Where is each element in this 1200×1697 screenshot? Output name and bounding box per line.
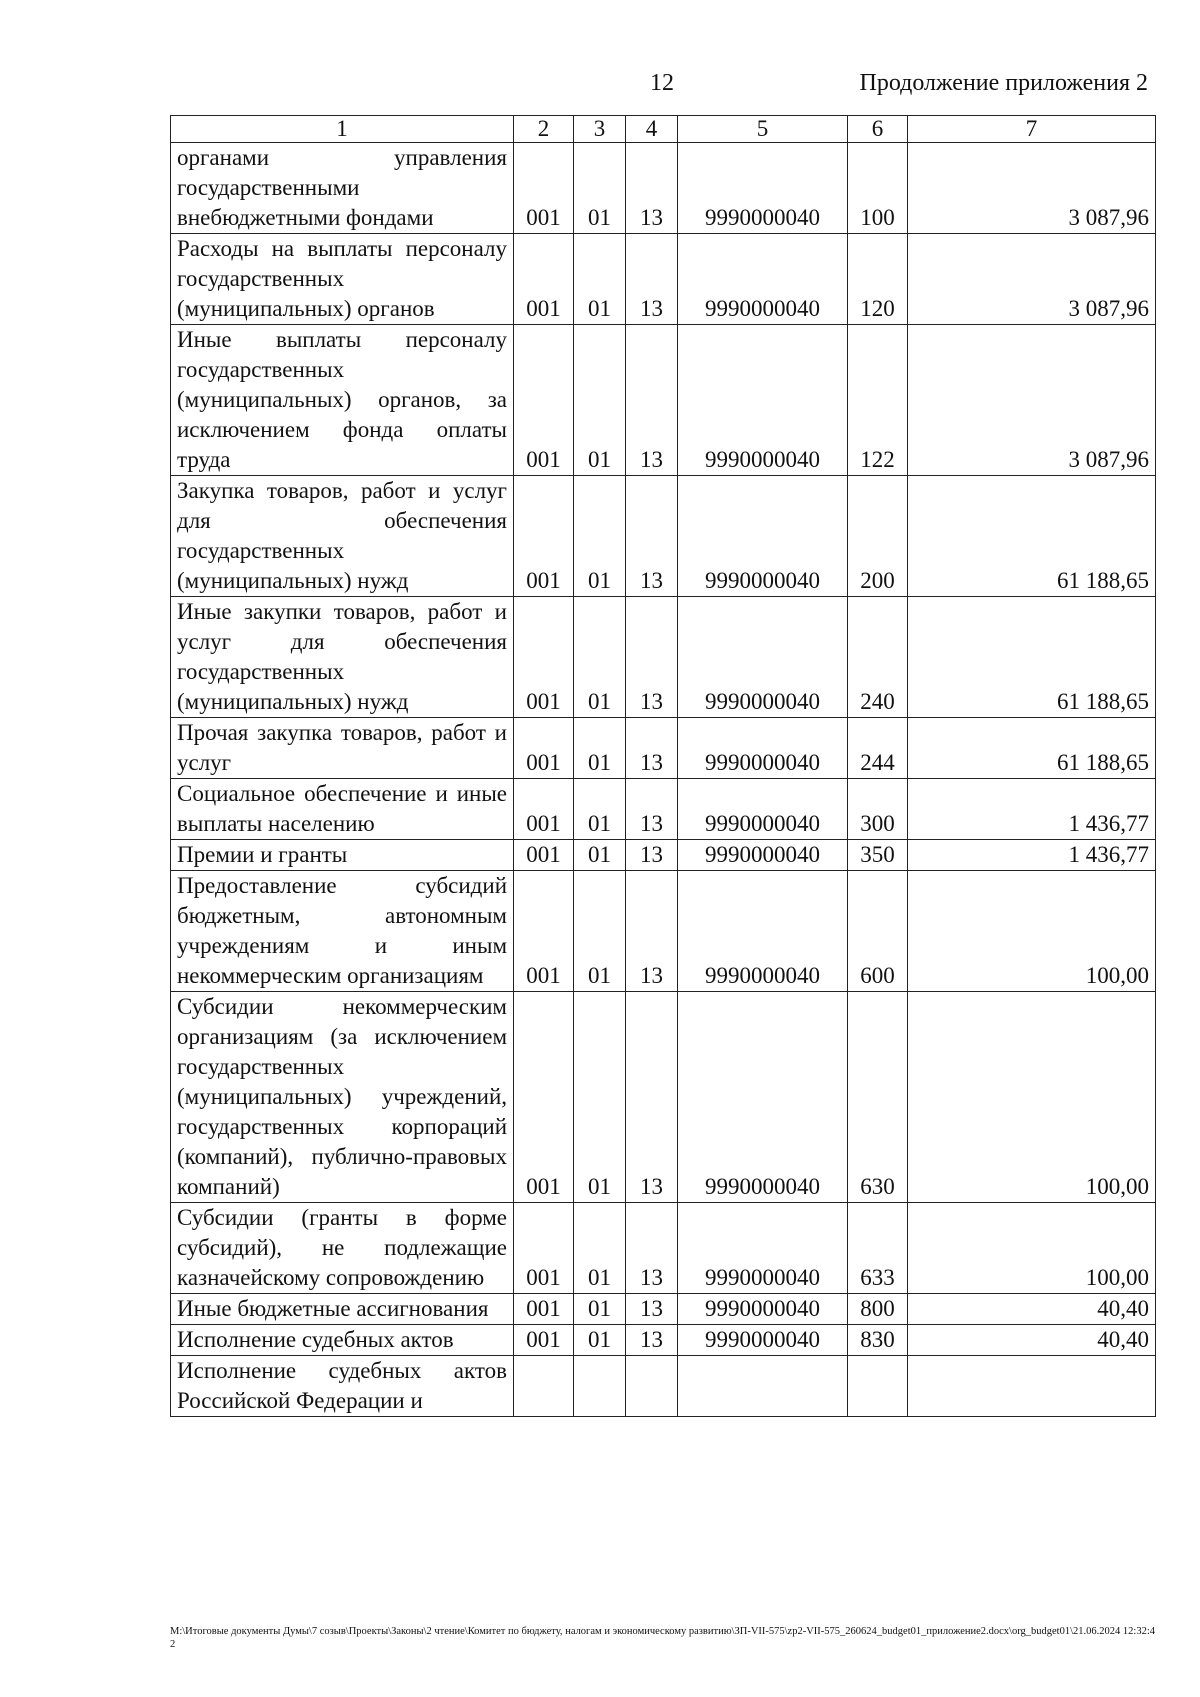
row-c5: 9990000040 bbox=[678, 840, 848, 871]
row-name: Исполнение судебных актов bbox=[171, 1325, 514, 1356]
row-c6: 244 bbox=[848, 718, 908, 779]
row-name: органами управления государственными внебюджетными фондами bbox=[171, 143, 514, 234]
row-name: Предоставление субсидий бюджетным, автономным учреждениям и иным некоммерческим организациям bbox=[171, 871, 514, 992]
row-c2: 001 bbox=[514, 143, 574, 234]
column-header: 5 bbox=[678, 116, 848, 143]
row-c6: 122 bbox=[848, 325, 908, 476]
table-row bbox=[171, 779, 1156, 840]
row-c6: 800 bbox=[848, 1294, 908, 1325]
row-c2: 001 bbox=[514, 1203, 574, 1294]
row-c4 bbox=[626, 1356, 678, 1417]
row-c7: 100,00 bbox=[908, 871, 1156, 992]
table-row bbox=[171, 1294, 1156, 1325]
table-row bbox=[171, 871, 1156, 992]
row-name: Субсидии некоммерческим организациям (за исключением государственных (муниципальных) учреждений, государственных корпораций (компаний), публично-правовых компаний) bbox=[171, 992, 514, 1203]
row-name: Социальное обеспечение и иные выплаты населению bbox=[171, 779, 514, 840]
row-c5 bbox=[678, 1356, 848, 1417]
row-c3: 01 bbox=[574, 476, 626, 597]
row-c4: 13 bbox=[626, 840, 678, 871]
row-c2: 001 bbox=[514, 779, 574, 840]
row-c5: 9990000040 bbox=[678, 143, 848, 234]
table-row bbox=[171, 143, 1156, 234]
row-c6: 600 bbox=[848, 871, 908, 992]
row-c4: 13 bbox=[626, 143, 678, 234]
row-c2: 001 bbox=[514, 597, 574, 718]
row-c7: 3 087,96 bbox=[908, 234, 1156, 325]
row-c7: 100,00 bbox=[908, 992, 1156, 1203]
row-c4: 13 bbox=[626, 1203, 678, 1294]
row-c6: 240 bbox=[848, 597, 908, 718]
row-c5: 9990000040 bbox=[678, 718, 848, 779]
row-c6: 200 bbox=[848, 476, 908, 597]
continuation-title: Продолжение приложения 2 bbox=[859, 70, 1148, 96]
column-header: 1 bbox=[171, 116, 514, 143]
table-row bbox=[171, 597, 1156, 718]
footer-file-path: М:\Итоговые документы Думы\7 созыв\Проекты\Законы\2 чтение\Комитет по бюджету, налогам и экономическому развитию\ЗП-VII-575\zp2-VII-575_260624_budget01_приложение2.docx\org_budget01\21.06.2024 12:32:42 bbox=[170, 1626, 1155, 1650]
row-name: Закупка товаров, работ и услуг для обеспечения государственных (муниципальных) нужд bbox=[171, 476, 514, 597]
row-c7: 61 188,65 bbox=[908, 597, 1156, 718]
row-c7: 3 087,96 bbox=[908, 143, 1156, 234]
row-c7: 40,40 bbox=[908, 1294, 1156, 1325]
row-c3: 01 bbox=[574, 840, 626, 871]
row-name: Расходы на выплаты персоналу государственных (муниципальных) органов bbox=[171, 234, 514, 325]
row-c3: 01 bbox=[574, 1294, 626, 1325]
row-c5: 9990000040 bbox=[678, 1294, 848, 1325]
row-c3: 01 bbox=[574, 718, 626, 779]
table-row bbox=[171, 234, 1156, 325]
table-row bbox=[171, 1356, 1156, 1417]
row-c3: 01 bbox=[574, 1203, 626, 1294]
row-c5: 9990000040 bbox=[678, 234, 848, 325]
row-c2: 001 bbox=[514, 718, 574, 779]
row-c3: 01 bbox=[574, 992, 626, 1203]
row-name: Иные закупки товаров, работ и услуг для обеспечения государственных (муниципальных) нужд bbox=[171, 597, 514, 718]
row-name: Иные бюджетные ассигнования bbox=[171, 1294, 514, 1325]
row-c5: 9990000040 bbox=[678, 325, 848, 476]
row-c6 bbox=[848, 1356, 908, 1417]
row-c3: 01 bbox=[574, 1325, 626, 1356]
row-c7: 1 436,77 bbox=[908, 840, 1156, 871]
row-c6: 100 bbox=[848, 143, 908, 234]
row-c3: 01 bbox=[574, 779, 626, 840]
row-c4: 13 bbox=[626, 234, 678, 325]
table-row bbox=[171, 840, 1156, 871]
table-row bbox=[171, 476, 1156, 597]
row-c3: 01 bbox=[574, 234, 626, 325]
row-c4: 13 bbox=[626, 871, 678, 992]
row-c3: 01 bbox=[574, 597, 626, 718]
row-c4: 13 bbox=[626, 1294, 678, 1325]
column-header: 3 bbox=[574, 116, 626, 143]
row-c7: 3 087,96 bbox=[908, 325, 1156, 476]
row-c5: 9990000040 bbox=[678, 597, 848, 718]
table-row bbox=[171, 992, 1156, 1203]
table-row bbox=[171, 1203, 1156, 1294]
page-number: 12 bbox=[650, 70, 674, 96]
row-c5: 9990000040 bbox=[678, 1325, 848, 1356]
row-c5: 9990000040 bbox=[678, 476, 848, 597]
row-c4: 13 bbox=[626, 718, 678, 779]
row-name: Субсидии (гранты в форме субсидий), не подлежащие казначейскому сопровождению bbox=[171, 1203, 514, 1294]
row-c2: 001 bbox=[514, 992, 574, 1203]
row-c6: 830 bbox=[848, 1325, 908, 1356]
row-c2 bbox=[514, 1356, 574, 1417]
row-c3: 01 bbox=[574, 325, 626, 476]
column-header: 7 bbox=[908, 116, 1156, 143]
row-c7 bbox=[908, 1356, 1156, 1417]
row-c6: 300 bbox=[848, 779, 908, 840]
row-c2: 001 bbox=[514, 840, 574, 871]
row-c4: 13 bbox=[626, 476, 678, 597]
row-c3: 01 bbox=[574, 143, 626, 234]
row-c2: 001 bbox=[514, 1294, 574, 1325]
table-row bbox=[171, 718, 1156, 779]
row-c7: 61 188,65 bbox=[908, 718, 1156, 779]
row-name: Прочая закупка товаров, работ и услуг bbox=[171, 718, 514, 779]
row-c4: 13 bbox=[626, 597, 678, 718]
row-c6: 120 bbox=[848, 234, 908, 325]
row-c7: 40,40 bbox=[908, 1325, 1156, 1356]
row-c6: 630 bbox=[848, 992, 908, 1203]
budget-table bbox=[170, 115, 1156, 1417]
row-c4: 13 bbox=[626, 992, 678, 1203]
row-name: Исполнение судебных актов Российской Федерации и bbox=[171, 1356, 514, 1417]
row-c6: 350 bbox=[848, 840, 908, 871]
row-c2: 001 bbox=[514, 234, 574, 325]
row-c2: 001 bbox=[514, 325, 574, 476]
row-c5: 9990000040 bbox=[678, 1203, 848, 1294]
row-c7: 61 188,65 bbox=[908, 476, 1156, 597]
row-c4: 13 bbox=[626, 1325, 678, 1356]
row-c6: 633 bbox=[848, 1203, 908, 1294]
column-header: 4 bbox=[626, 116, 678, 143]
row-c2: 001 bbox=[514, 476, 574, 597]
table-row bbox=[171, 325, 1156, 476]
row-c4: 13 bbox=[626, 325, 678, 476]
row-c3: 01 bbox=[574, 871, 626, 992]
column-header: 6 bbox=[848, 116, 908, 143]
row-c2: 001 bbox=[514, 871, 574, 992]
row-c5: 9990000040 bbox=[678, 871, 848, 992]
row-c5: 9990000040 bbox=[678, 779, 848, 840]
row-name: Премии и гранты bbox=[171, 840, 514, 871]
row-c2: 001 bbox=[514, 1325, 574, 1356]
row-c5: 9990000040 bbox=[678, 992, 848, 1203]
column-header: 2 bbox=[514, 116, 574, 143]
table-body bbox=[171, 143, 1156, 1417]
row-name: Иные выплаты персоналу государственных (муниципальных) органов, за исключением фонда оплаты труда bbox=[171, 325, 514, 476]
row-c7: 100,00 bbox=[908, 1203, 1156, 1294]
row-c3 bbox=[574, 1356, 626, 1417]
table-header-row bbox=[171, 116, 1156, 143]
table-row bbox=[171, 1325, 1156, 1356]
row-c4: 13 bbox=[626, 779, 678, 840]
row-c7: 1 436,77 bbox=[908, 779, 1156, 840]
